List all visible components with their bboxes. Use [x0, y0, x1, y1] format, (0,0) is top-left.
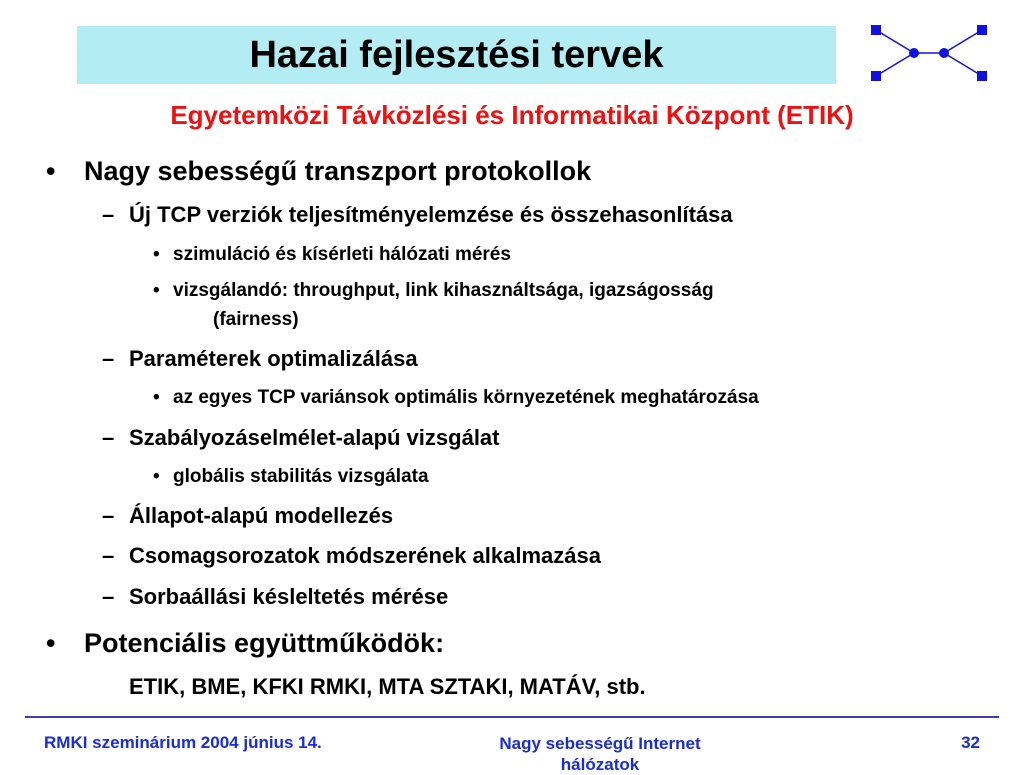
dash-marker: –	[102, 346, 115, 371]
bullet-marker: •	[46, 628, 56, 658]
sub-item-control-theory: Szabályozáselmélet-alapú vizsgálat	[129, 425, 500, 450]
title-box	[77, 26, 836, 84]
footer-center-line1: Nagy sebességű Internet	[499, 734, 701, 753]
dash-marker: –	[102, 425, 115, 450]
dash-marker: –	[102, 584, 115, 609]
bullet-item-partners: Potenciális együttműködök:	[84, 628, 445, 658]
sub-item-tcp-versions: Új TCP verziók teljesítményelemzése és összehasonlítása	[129, 202, 733, 227]
footer-left: RMKI szeminárium 2004 június 14.	[44, 733, 322, 752]
slide-subtitle: Egyetemközi Távközlési és Informatikai Központ (ETIK)	[170, 100, 854, 130]
sub-item-queueing-delay: Sorbaállási késleltetés mérése	[129, 584, 449, 609]
partners-list: ETIK, BME, KFKI RMKI, MTA SZTAKI, MATÁV, stb.	[129, 674, 646, 699]
sub-sub-item-global-stability: globális stabilitás vizsgálata	[173, 466, 429, 487]
network-node-icon	[866, 22, 992, 84]
sub-item-parameter-optimization: Paraméterek optimalizálása	[129, 346, 418, 371]
bullet-marker: •	[153, 244, 160, 265]
bullet-marker: •	[153, 466, 160, 487]
sub-item-state-modeling: Állapot-alapú modellezés	[129, 503, 394, 528]
footer-center-line2: hálózatok	[560, 755, 640, 774]
page-number: 32	[961, 733, 980, 752]
slide-title: Hazai fejlesztési tervek	[249, 33, 664, 76]
sub-sub-item-simulation: szimuláció és kísérleti hálózati mérés	[173, 244, 511, 265]
sub-item-packet-trains: Csomagsorozatok módszerének alkalmazása	[129, 543, 601, 568]
bullet-marker: •	[46, 156, 56, 186]
sub-sub-item-tcp-variants: az egyes TCP variánsok optimális környezetének meghatározása	[173, 387, 759, 408]
dash-marker: –	[102, 543, 115, 568]
dash-marker: –	[102, 503, 115, 528]
footer-divider	[25, 716, 999, 718]
bullet-item-transport-protocols: Nagy sebességű transzport protokollok	[84, 156, 592, 186]
sub-sub-item-throughput: vizsgálandó: throughput, link kihasználtsága, igazságosság	[173, 280, 714, 301]
bullet-marker: •	[153, 387, 160, 408]
footer-center	[455, 733, 745, 775]
sub-sub-item-fairness: (fairness)	[213, 309, 299, 330]
dash-marker: –	[102, 202, 115, 227]
bullet-marker: •	[153, 280, 160, 301]
